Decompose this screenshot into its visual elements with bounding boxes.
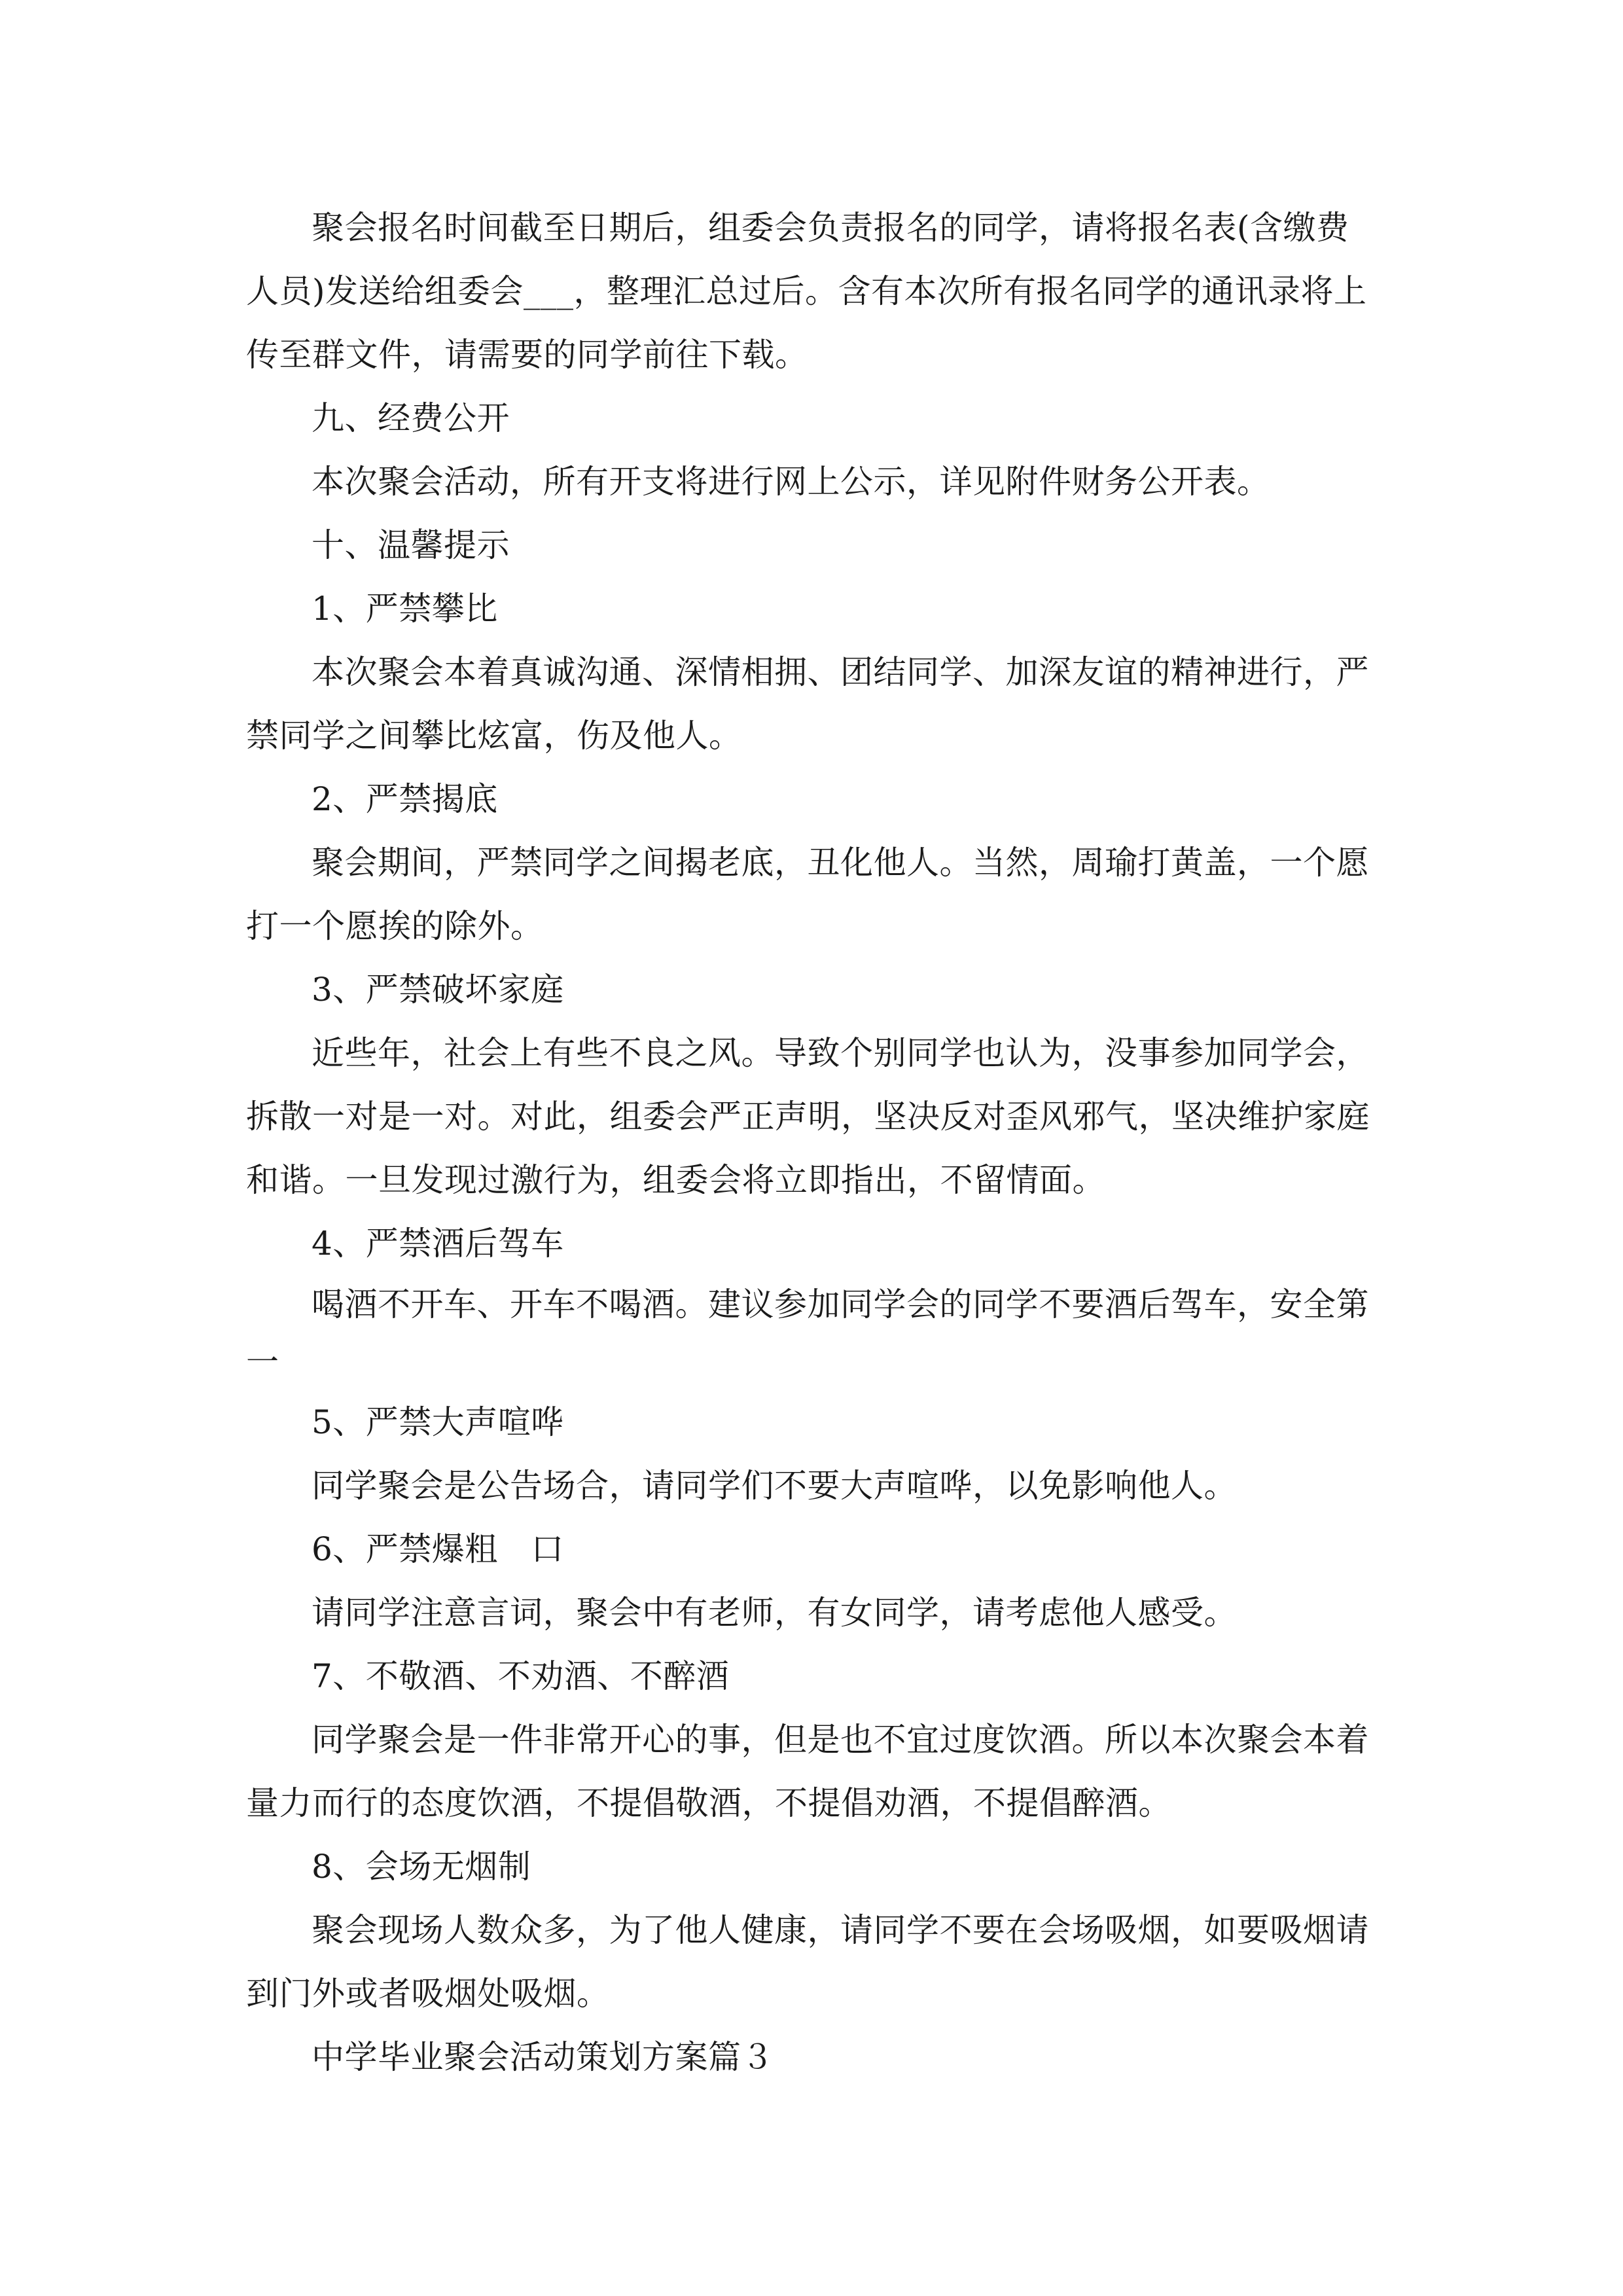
item-heading-1: 1、严禁攀比	[312, 590, 498, 628]
item-body-4: 喝酒不开车、开车不喝酒。建议参加同学会的同学不要酒后驾车，安全第一	[246, 1285, 1369, 1381]
item-body-2: 聚会期间，严禁同学之间揭老底，丑化他人。当然，周瑜打黄盖，一个愿打一个愿挨的除外。	[246, 844, 1369, 945]
paragraph-registration: 聚会报名时间截至日期后，组委会负责报名的同学，请将报名表(含缴费人员)发送给组委会___，整理汇总过后。含有本次所有报名同学的通讯录将上传至群文件，请需要的同学前往下载。	[246, 209, 1367, 374]
item-heading-6: 6、严禁爆粗 口	[312, 1530, 564, 1568]
item-heading-2: 2、严禁揭底	[312, 780, 498, 818]
item-body-8: 聚会现场人数众多，为了他人健康，请同学不要在会场吸烟，如要吸烟请到门外或者吸烟处吸烟。	[246, 1911, 1369, 2013]
section-title-part-3: 中学毕业聚会活动策划方案篇３	[312, 2038, 774, 2076]
item-heading-8: 8、会场无烟制	[312, 1848, 531, 1886]
item-body-6: 请同学注意言词，聚会中有老师，有女同学，请考虑他人感受。	[312, 1594, 1237, 1632]
item-heading-4: 4、严禁酒后驾车	[312, 1225, 564, 1263]
item-heading-3: 3、严禁破坏家庭	[312, 971, 564, 1009]
item-heading-7: 7、不敬酒、不劝酒、不醉酒	[312, 1657, 730, 1695]
item-heading-5: 5、严禁大声喧哗	[312, 1403, 564, 1441]
item-body-1: 本次聚会本着真诚沟通、深情相拥、团结同学、加深友谊的精神进行，严禁同学之间攀比炫富，伤及他人。	[246, 653, 1369, 755]
heading-expense-disclosure: 九、经费公开	[312, 399, 510, 437]
paragraph-expense: 本次聚会活动，所有开支将进行网上公示，详见附件财务公开表。	[312, 463, 1270, 501]
document-body	[246, 196, 1378, 2089]
heading-reminders: 十、温馨提示	[312, 526, 510, 564]
item-body-7: 同学聚会是一件非常开心的事，但是也不宜过度饮酒。所以本次聚会本着量力而行的态度饮酒，不提倡敬酒，不提倡劝酒，不提倡醉酒。	[246, 1721, 1369, 1822]
item-body-5: 同学聚会是公告场合，请同学们不要大声喧哗，以免影响他人。	[312, 1467, 1237, 1505]
item-body-3: 近些年，社会上有些不良之风。导致个别同学也认为，没事参加同学会，拆散一对是一对。对此，组委会严正声明，坚决反对歪风邪气，坚决维护家庭和谐。一旦发现过激行为，组委会将立即指出，不留情面。	[246, 1034, 1370, 1199]
